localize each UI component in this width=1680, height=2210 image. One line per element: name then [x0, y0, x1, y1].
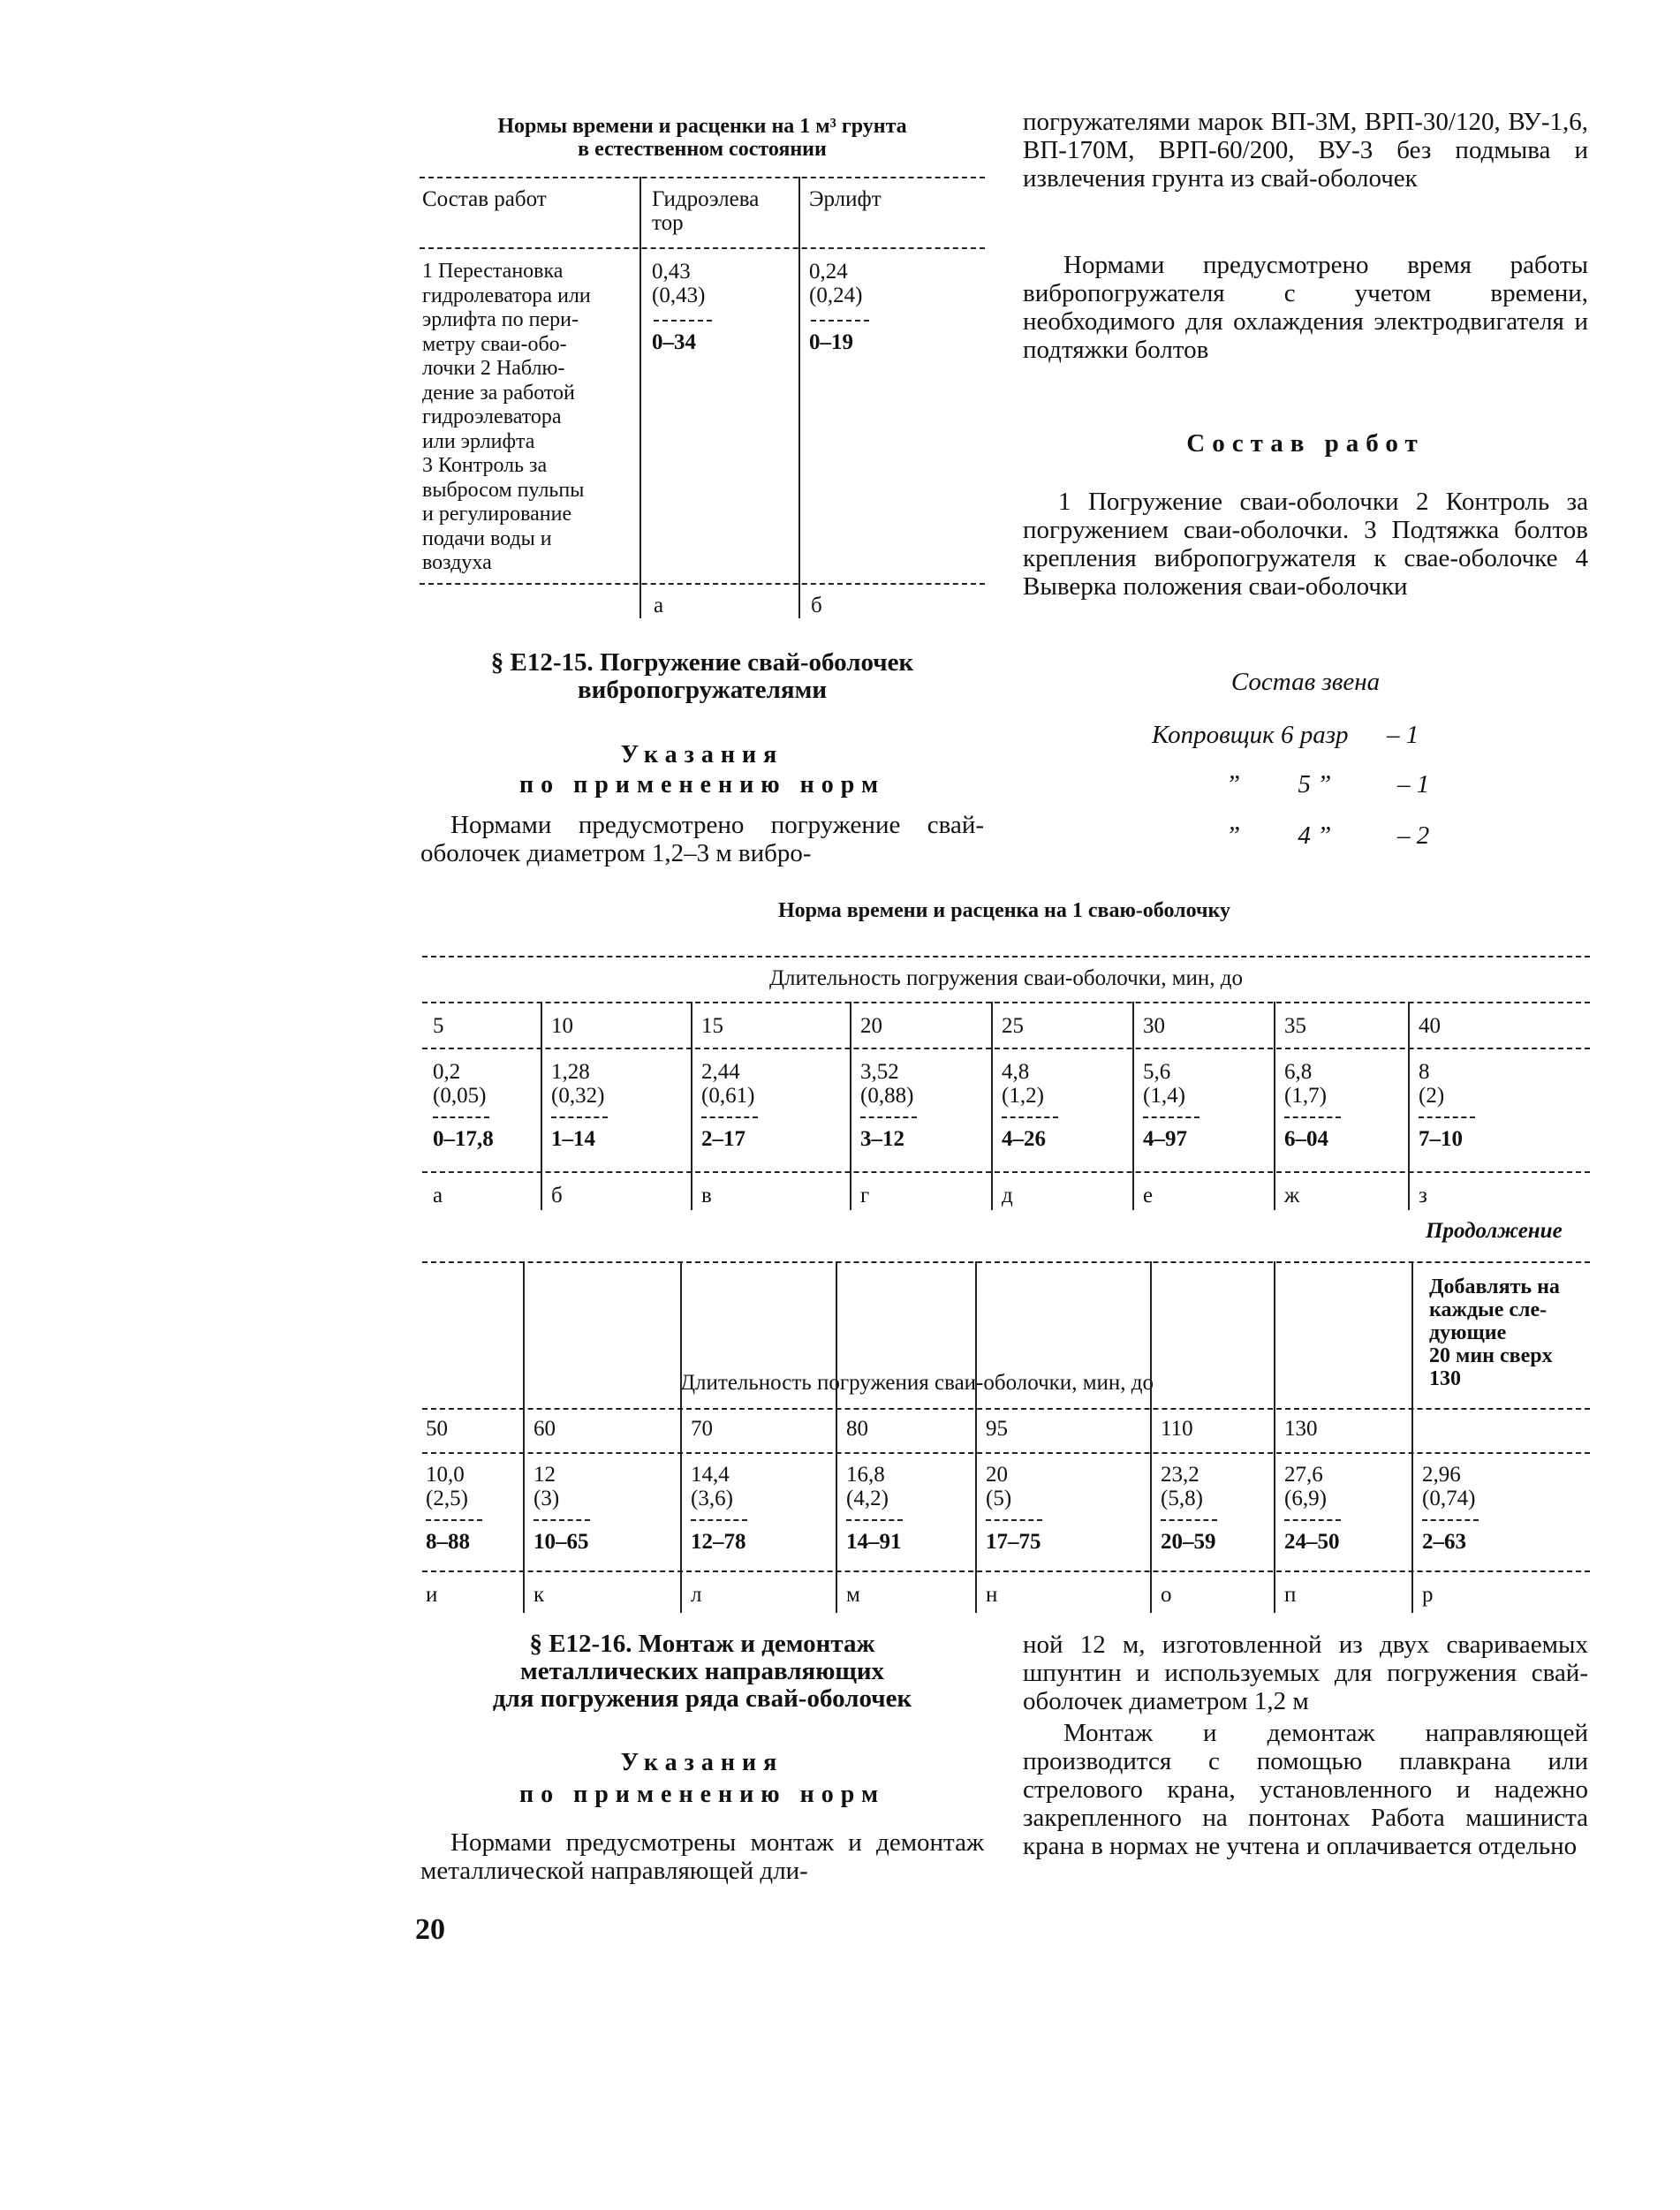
instructions-text: Нормами предусмотрено погружение свай-оболочек диаметром 1,2–3 м вибро-	[420, 811, 984, 867]
crew-title: Состав звена	[1230, 668, 1381, 696]
page-number: 20	[415, 1913, 445, 1946]
section16-title	[420, 1631, 984, 1713]
table2-duration-cell: 35	[1284, 1014, 1306, 1038]
table3-letter-cell: к	[534, 1583, 545, 1607]
table1-hydro-time: 0,43 (0,43)	[652, 260, 706, 307]
table2-fraction-rule	[1419, 1116, 1475, 1118]
table1-header-hydro: Гидроэлева тор	[652, 187, 760, 235]
table1-hydro-fraction-rule	[654, 320, 712, 322]
table1-caption-line2: в естественном состоянии	[578, 138, 827, 161]
table2-rate-cell: 4–26	[1002, 1127, 1046, 1151]
table3-rate-cell: 14–91	[846, 1530, 902, 1554]
work-composition-text: 1 Погружение сваи-оболочки 2 Контроль за погружением сваи-оболочки. 3 Подтяжка болтов крепления вибропогружателя к свае-оболочке 4 Выверка положения сваи-оболочки	[1023, 488, 1588, 601]
section15-title-line1: § Е12-15. Погружение свай-оболочек	[490, 648, 914, 677]
table3-time-cell: 12 (3)	[534, 1463, 560, 1510]
table2-values-rule	[422, 1171, 1590, 1173]
table3-time-cell: 2,96 (0,74)	[1422, 1463, 1476, 1510]
section16-text: Нормами предусмотрены монтаж и демонтаж металлической направляющей дли-	[420, 1828, 984, 1885]
table2-rate-cell: 7–10	[1419, 1127, 1463, 1151]
table2-letter-cell: е	[1143, 1184, 1154, 1207]
table2-duration-cell: 25	[1002, 1014, 1024, 1038]
table2-col-divider	[691, 1002, 692, 1210]
table2-col-divider	[1132, 1002, 1134, 1210]
table2-top-rule	[422, 956, 1590, 957]
table3-header: Длительность погружения сваи-оболочки, мин, до	[680, 1371, 1154, 1395]
table2-duration-cell: 5	[433, 1014, 444, 1038]
table1-caption-line1: Нормы времени и расценки на 1 м³ грунта	[497, 115, 907, 138]
table2-header: Длительность погружения сваи-оболочки, мин, до	[769, 966, 1243, 990]
table1-header-work: Состав работ	[422, 187, 547, 211]
table2-col-divider	[991, 1002, 993, 1210]
continuation-text: погружателями марок ВП-3М, ВРП-30/120, ВУ-1,6, ВП-170М, ВРП-60/200, ВУ-3 без подмыва и извлечения грунта из свай-оболочек	[1023, 108, 1588, 193]
table3-rate-cell: 20–59	[1161, 1530, 1216, 1554]
table2-letter-cell: з	[1419, 1184, 1427, 1207]
crew-member-3-name: ” 4 ”	[1226, 821, 1332, 850]
table3-duration-cell: 70	[691, 1417, 713, 1441]
table1-header-airlift: Эрлифт	[809, 187, 882, 211]
table3-col-divider	[1411, 1261, 1413, 1613]
table2-rate-cell: 2–17	[701, 1127, 745, 1151]
table3-fraction-rule	[986, 1519, 1042, 1521]
table3-letter-cell: л	[691, 1583, 702, 1607]
table2-duration-cell: 10	[551, 1014, 573, 1038]
table3-rate-cell: 2–63	[1422, 1530, 1466, 1554]
instructions-title	[415, 740, 989, 800]
table3-col-divider	[1274, 1261, 1275, 1613]
table3-duration-rule	[422, 1452, 1590, 1454]
table3-rate-cell: 8–88	[426, 1530, 470, 1554]
table1-caption	[415, 115, 989, 161]
table2-fraction-rule	[433, 1116, 489, 1118]
table3-fraction-rule	[846, 1519, 903, 1521]
bottom-right-text1: ной 12 м, изготовленной из двух свариваемых шпунтин и используемых для погружения свай-оболочек диаметром 1,2 м	[1023, 1631, 1588, 1715]
table3-rate-cell: 10–65	[534, 1530, 589, 1554]
crew-member-2-name: ” 5 ”	[1226, 770, 1332, 798]
table2-caption: Норма времени и расценка на 1 сваю-оболочку	[777, 899, 1231, 922]
table1-airlift-rate: 0–19	[809, 330, 853, 354]
table3-top-rule	[422, 1261, 1590, 1263]
section15-title	[415, 649, 989, 704]
table3-letter-cell: н	[986, 1583, 998, 1607]
table2-col-divider	[1408, 1002, 1410, 1210]
table2-time-cell: 6,8 (1,7)	[1284, 1060, 1327, 1108]
table3-col-divider	[1150, 1261, 1152, 1613]
table3-rate-cell: 12–78	[691, 1530, 746, 1554]
table3-letter-cell: о	[1161, 1583, 1172, 1607]
table1-col-divider-2	[798, 177, 800, 618]
table2-time-cell: 5,6 (1,4)	[1143, 1060, 1185, 1108]
table3-col-divider	[975, 1261, 977, 1613]
table1-letter-a: а	[654, 594, 664, 617]
section15-title-line2: вибропогружателями	[577, 676, 828, 704]
table3-rate-cell: 17–75	[986, 1530, 1041, 1554]
table2-rate-cell: 3–12	[860, 1127, 904, 1151]
table1-top-rule	[420, 177, 985, 178]
table3-duration-cell: 95	[986, 1417, 1008, 1441]
table1-airlift-time: 0,24 (0,24)	[809, 260, 863, 307]
table2-fraction-rule	[1284, 1116, 1341, 1118]
table2-fraction-rule	[551, 1116, 608, 1118]
table3-time-cell: 16,8 (4,2)	[846, 1463, 889, 1510]
norms-text: Нормами предусмотрено время работы вибропогружателя с учетом времени, необходимого для охлаждения электродвигателя и подтяжки болтов	[1023, 251, 1588, 364]
table2-letter-cell: а	[433, 1184, 443, 1207]
table3-values-rule	[422, 1570, 1590, 1572]
table2-duration-rule	[422, 1048, 1590, 1049]
table1-col-divider-1	[639, 177, 641, 618]
table2-letter-cell: д	[1002, 1184, 1013, 1207]
table2-time-cell: 4,8 (1,2)	[1002, 1060, 1044, 1108]
table1-bottom-rule	[420, 583, 985, 585]
table3-extra-header: Добавлять на каждые сле- дующие 20 мин сверх 130	[1429, 1275, 1560, 1390]
table1-hydro-rate: 0–34	[652, 330, 696, 354]
table2-rate-cell: 0–17,8	[433, 1127, 494, 1151]
table3-col-divider	[836, 1261, 837, 1613]
table3-time-cell: 10,0 (2,5)	[426, 1463, 468, 1510]
table3-letter-cell: и	[426, 1583, 438, 1607]
table2-duration-cell: 15	[701, 1014, 723, 1038]
table2-letter-cell: б	[551, 1184, 563, 1207]
table3-letter-cell: р	[1422, 1583, 1434, 1607]
table3-fraction-rule	[1422, 1519, 1479, 1521]
table2-letter-cell: г	[860, 1184, 870, 1207]
table2-time-cell: 1,28 (0,32)	[551, 1060, 605, 1108]
table2-duration-cell: 20	[860, 1014, 882, 1038]
table2-time-cell: 8 (2)	[1419, 1060, 1445, 1108]
table2-letter-cell: ж	[1284, 1184, 1300, 1207]
table2-fraction-rule	[860, 1116, 917, 1118]
table2-rate-cell: 4–97	[1143, 1127, 1187, 1151]
table2-time-cell: 0,2 (0,05)	[433, 1060, 487, 1108]
table2-duration-cell: 30	[1143, 1014, 1165, 1038]
table1-work-description: 1 Перестановка гидролеватора или эрлифта по пери- метру сваи-обо- лочки 2 Наблю- дение за работой гидроэлеватора или эрлифта 3 Контроль за выбросом пульпы и регулирование подачи воды и воздуха	[422, 260, 591, 574]
section16-instructions-line1: Указания	[620, 1749, 784, 1776]
table3-duration-cell: 130	[1284, 1417, 1318, 1441]
table1-header-rule	[420, 247, 985, 249]
table3-col-divider	[523, 1261, 525, 1613]
table2-letter-cell: в	[701, 1184, 712, 1207]
instructions-title-line1: Указания	[620, 741, 784, 768]
table2-col-divider	[541, 1002, 542, 1210]
section16-title-line3: для погружения ряда свай-оболочек	[492, 1684, 912, 1713]
table3-col-divider	[680, 1261, 682, 1613]
table2-rate-cell: 1–14	[551, 1127, 595, 1151]
section16-title-line2: металлических направляющих	[519, 1657, 885, 1685]
table1-letter-b: б	[811, 594, 822, 617]
crew-member-1-count: – 1	[1387, 721, 1419, 749]
crew-member-1-name: Копровщик 6 разр	[1152, 721, 1349, 749]
table2-fraction-rule	[701, 1116, 758, 1118]
table3-letter-cell: м	[846, 1583, 860, 1607]
table3-fraction-rule	[1284, 1519, 1341, 1521]
table3-fraction-rule	[691, 1519, 747, 1521]
table3-rate-cell: 24–50	[1284, 1530, 1340, 1554]
table3-duration-cell: 80	[846, 1417, 868, 1441]
table3-duration-cell: 110	[1161, 1417, 1193, 1441]
table3-letter-cell: п	[1284, 1583, 1297, 1607]
table2-duration-cell: 40	[1419, 1014, 1441, 1038]
section16-title-line1: § Е12-16. Монтаж и демонтаж	[529, 1630, 875, 1658]
table2-fraction-rule	[1002, 1116, 1058, 1118]
table3-duration-cell: 50	[426, 1417, 448, 1441]
crew-member-3-count: – 2	[1397, 821, 1430, 850]
table3-fraction-rule	[426, 1519, 482, 1521]
table2-header-rule	[422, 1002, 1590, 1003]
work-composition-title: Состав работ	[1186, 429, 1425, 458]
table3-fraction-rule	[1161, 1519, 1217, 1521]
table3-duration-cell: 60	[534, 1417, 556, 1441]
instructions-title-line2: по применению норм	[518, 771, 886, 798]
table2-col-divider	[1274, 1002, 1275, 1210]
table2-time-cell: 2,44 (0,61)	[701, 1060, 755, 1108]
table3-continuation-label: Продолжение	[1426, 1219, 1563, 1243]
table3-time-cell: 27,6 (6,9)	[1284, 1463, 1327, 1510]
table3-fraction-rule	[534, 1519, 590, 1521]
bottom-right-text2: Монтаж и демонтаж направляющей производится с помощью плавкрана или стрелового крана, установленного и надежно закрепленного на понтонах Работа машиниста крана в нормах не учтена и оплачивается отдельно	[1023, 1719, 1588, 1860]
table3-header-rule	[422, 1408, 1590, 1410]
table3-time-cell: 14,4 (3,6)	[691, 1463, 733, 1510]
table3-time-cell: 20 (5)	[986, 1463, 1012, 1510]
table1-airlift-fraction-rule	[811, 320, 869, 322]
section16-instructions-line2: по применению норм	[518, 1781, 886, 1808]
table3-time-cell: 23,2 (5,8)	[1161, 1463, 1203, 1510]
section16-instructions-title	[420, 1747, 984, 1811]
table2-fraction-rule	[1143, 1116, 1199, 1118]
table2-time-cell: 3,52 (0,88)	[860, 1060, 914, 1108]
crew-member-2-count: – 1	[1397, 770, 1430, 798]
table2-rate-cell: 6–04	[1284, 1127, 1328, 1151]
table2-col-divider	[850, 1002, 851, 1210]
